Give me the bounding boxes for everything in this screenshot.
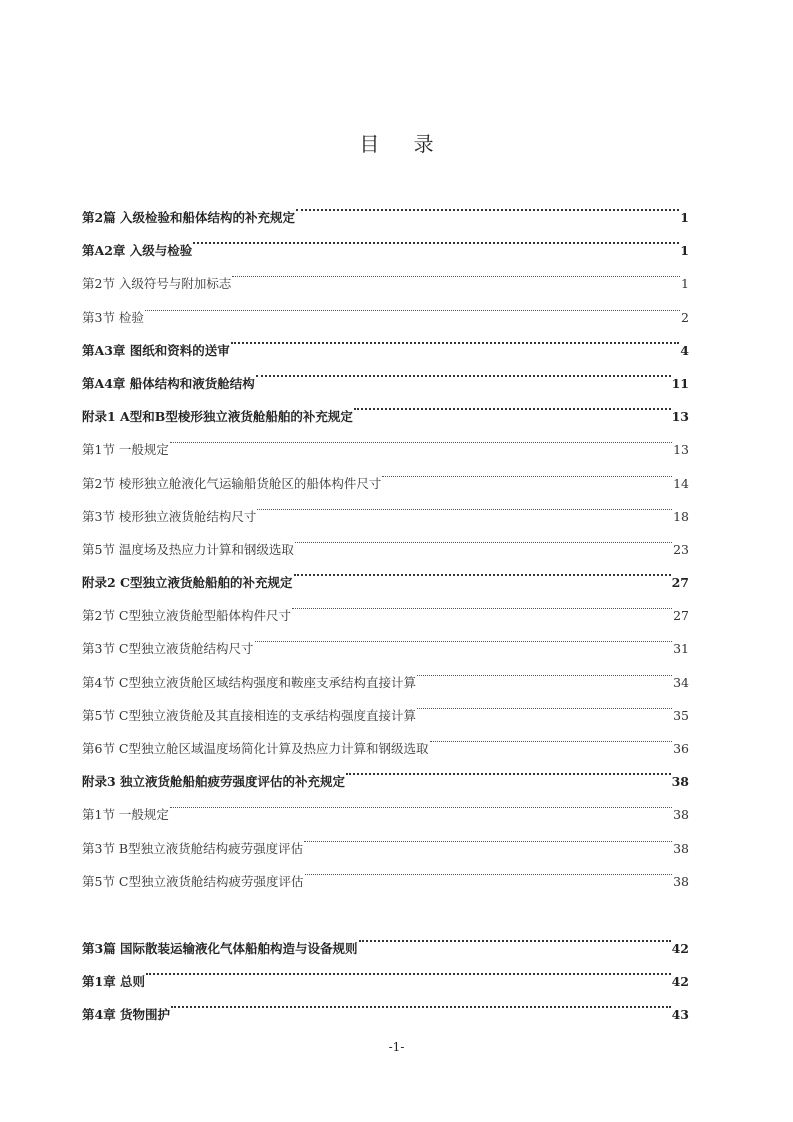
toc-entry-page: 14 <box>673 475 689 491</box>
toc-entry-label: 第2节 C型独立液货舱型船体构件尺寸 <box>82 608 291 624</box>
dot-leader <box>417 654 672 687</box>
toc-entry-page: 23 <box>673 541 689 557</box>
toc-entry-label: 第2篇 入级检验和船体结构的补充规定 <box>82 210 296 225</box>
toc-entry-label: 第5节 温度场及热应力计算和钢级选取 <box>82 541 294 557</box>
toc-entry-label: 第5节 C型独立液货舱结构疲劳强度评估 <box>82 873 304 889</box>
dot-leader <box>359 920 671 953</box>
dot-leader <box>170 786 672 819</box>
toc-entry-label: 第A2章 入级与检验 <box>82 243 193 259</box>
toc-entry-label: 第3节 棱形独立液货舱结构尺寸 <box>82 508 257 524</box>
toc-entry-label: 第2节 棱形独立舱液化气运输船货舱区的船体构件尺寸 <box>82 475 382 491</box>
dot-leader <box>193 222 679 255</box>
toc-entry[interactable] <box>82 421 689 458</box>
toc-entry-page: 27 <box>673 608 689 624</box>
toc-entry-page: 38 <box>671 774 689 790</box>
dot-leader <box>346 753 671 786</box>
toc-entry-label: 第3节 B型独立液货舱结构疲劳强度评估 <box>82 840 304 856</box>
toc-entry-page: 4 <box>680 342 689 358</box>
dot-leader <box>296 189 679 222</box>
toc-entry-page: 13 <box>673 442 689 458</box>
toc-entry-page: 1 <box>681 276 689 292</box>
toc-entry-page: 42 <box>671 974 689 990</box>
toc-entry-page: 43 <box>671 1007 689 1023</box>
dot-leader <box>146 953 671 986</box>
dot-leader <box>382 455 672 488</box>
toc-entry-page: 13 <box>671 409 689 425</box>
dot-leader <box>305 853 673 886</box>
dot-leader <box>294 554 671 587</box>
toc-entry[interactable] <box>82 986 689 1023</box>
toc-entry-page: 38 <box>673 873 689 889</box>
dot-leader <box>145 289 680 322</box>
dot-leader <box>257 488 672 521</box>
dot-leader <box>292 587 672 620</box>
toc-entry-page: 34 <box>673 674 689 690</box>
toc-entry-label: 附录1 A型和B型棱形独立液货舱船舶的补充规定 <box>82 409 353 425</box>
dot-leader <box>430 720 673 753</box>
toc-entry[interactable] <box>82 322 689 358</box>
toc-entry-page: 42 <box>671 940 689 956</box>
table-of-contents <box>82 189 689 1023</box>
dot-leader <box>171 986 671 1019</box>
page-number: -1- <box>388 1040 405 1054</box>
toc-entry-page: 1 <box>680 210 689 225</box>
toc-entry[interactable] <box>82 953 689 990</box>
toc-entry-page: 38 <box>673 807 689 823</box>
toc-entry[interactable] <box>82 920 689 956</box>
toc-entry-page: 31 <box>673 641 689 657</box>
toc-entry[interactable] <box>82 455 689 491</box>
toc-entry-page: 35 <box>673 707 689 723</box>
toc-entry-label: 第2节 入级符号与附加标志 <box>82 276 232 292</box>
toc-entry-label: 第3节 C型独立液货舱结构尺寸 <box>82 641 254 657</box>
toc-entry-page: 18 <box>673 508 689 524</box>
dot-leader <box>417 687 672 720</box>
toc-entry-label: 第A3章 图纸和资料的送审 <box>82 342 230 358</box>
dot-leader <box>256 355 671 388</box>
dot-leader <box>255 620 673 653</box>
toc-entry-label: 第1章 总则 <box>82 974 146 990</box>
toc-entry-page: 38 <box>673 840 689 856</box>
page-title: 目 录 <box>359 132 448 156</box>
toc-entry-label: 第3篇 国际散装运输液化气体船舶构造与设备规则 <box>82 940 358 956</box>
toc-entry-page: 36 <box>673 741 689 756</box>
toc-entry-label: 第1节 一般规定 <box>82 442 169 458</box>
toc-entry[interactable] <box>82 786 689 823</box>
toc-entry-label: 附录2 C型独立液货舱船舶的补充规定 <box>82 575 293 591</box>
toc-entry[interactable] <box>82 189 689 225</box>
dot-leader <box>170 421 672 454</box>
dot-leader <box>295 521 672 554</box>
toc-entry-page: 2 <box>681 309 689 325</box>
toc-entry-label: 第A4章 船体结构和液货舱结构 <box>82 375 255 391</box>
toc-entry-label: 第5节 C型独立液货舱及其直接相连的支承结构强度直接计算 <box>82 707 416 723</box>
toc-entry-page: 11 <box>671 375 689 391</box>
toc-entry-label: 附录3 独立液货舱船舶疲劳强度评估的补充规定 <box>82 774 346 790</box>
toc-entry-page: 27 <box>671 575 689 591</box>
dot-leader <box>232 255 680 288</box>
toc-entry-label: 第1节 一般规定 <box>82 807 169 823</box>
toc-entry[interactable] <box>82 820 689 856</box>
dot-leader <box>231 322 680 355</box>
dot-leader <box>304 820 672 853</box>
toc-entry-label: 第6节 C型独立舱区域温度场简化计算及热应力计算和钢级选取 <box>82 741 429 756</box>
toc-entry-label: 第4节 C型独立液货舱区域结构强度和鞍座支承结构直接计算 <box>82 674 416 690</box>
toc-entry-page: 1 <box>680 243 689 259</box>
toc-entry[interactable] <box>82 289 689 325</box>
dot-leader <box>354 388 671 421</box>
toc-entry-label: 第3节 检验 <box>82 309 144 325</box>
toc-entry-label: 第4章 货物围护 <box>82 1007 171 1023</box>
